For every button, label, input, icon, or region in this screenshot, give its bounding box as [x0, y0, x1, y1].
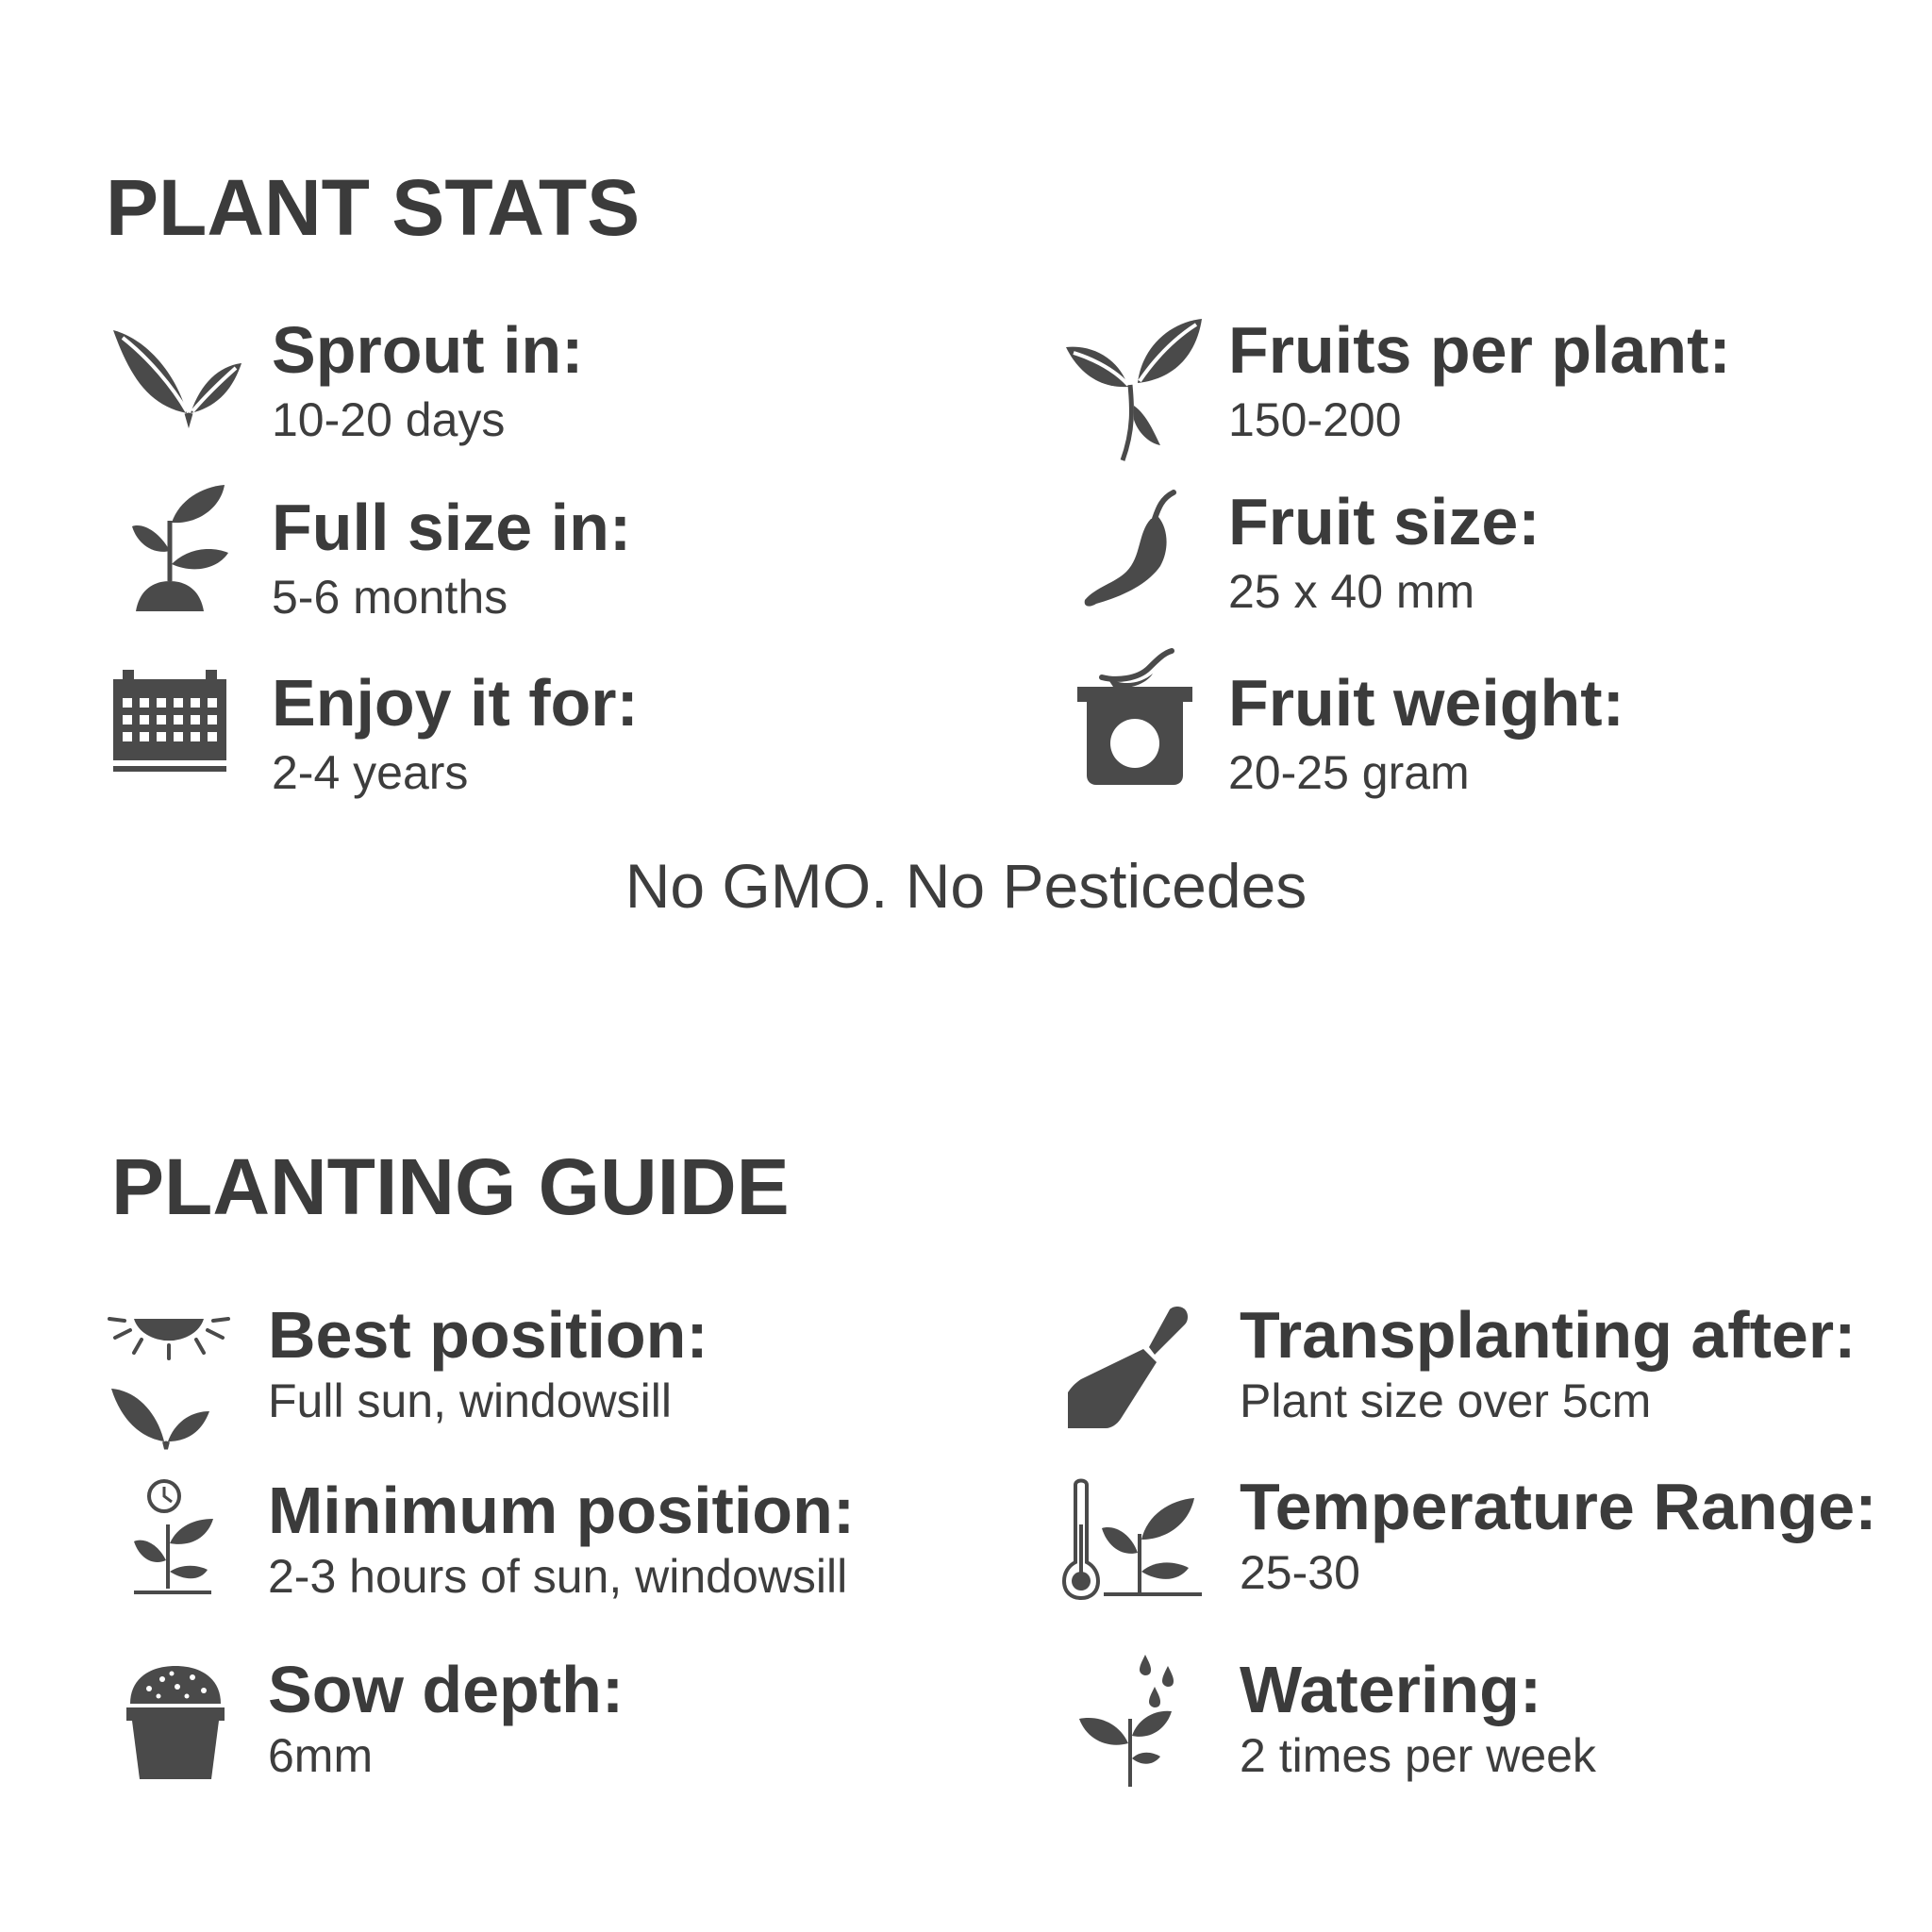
stat-value: 6mm	[268, 1729, 374, 1782]
plant-with-pepper-icon	[1064, 311, 1206, 467]
chili-pepper-icon	[1083, 491, 1187, 608]
stat-value: 5-6 months	[272, 571, 508, 624]
stat-label: Fruit weight:	[1228, 666, 1624, 740]
stat-label: Best position:	[268, 1298, 708, 1372]
stat-value: 2 times per week	[1240, 1729, 1596, 1782]
stat-value: 150-200	[1228, 393, 1402, 446]
stat-value: 25 x 40 mm	[1228, 565, 1475, 618]
stat-label: Sprout in:	[272, 313, 584, 387]
soil-pot-icon	[125, 1662, 228, 1780]
stat-label: Fruits per plant:	[1228, 313, 1731, 387]
stat-value: Plant size over 5cm	[1240, 1374, 1652, 1427]
stat-label: Minimum position:	[268, 1474, 856, 1547]
leaves-icon	[111, 311, 243, 434]
stat-value: 20-25 gram	[1228, 746, 1470, 799]
watering-plant-icon	[1077, 1653, 1181, 1790]
stat-label: Enjoy it for:	[272, 666, 639, 740]
scale-pepper-icon	[1074, 649, 1196, 786]
plant-stats-title: PLANT STATS	[106, 163, 641, 252]
thermometer-plant-icon	[1062, 1477, 1204, 1600]
stat-label: Temperature Range:	[1240, 1470, 1877, 1543]
stat-label: Watering:	[1240, 1653, 1542, 1726]
stat-label: Fruit size:	[1228, 485, 1541, 558]
stat-label: Sow depth:	[268, 1653, 625, 1726]
calendar-icon	[111, 660, 229, 778]
stat-label: Full size in:	[272, 491, 632, 564]
stat-value: 25-30	[1240, 1546, 1360, 1599]
stat-value: 10-20 days	[272, 393, 506, 446]
stat-label: Transplanting after:	[1240, 1298, 1857, 1372]
sun-leaves-icon	[108, 1302, 230, 1453]
stat-value: 2-3 hours of sun, windowsill	[268, 1550, 848, 1603]
no-gmo-note: No GMO. No Pesticedes	[625, 851, 1307, 921]
seedling-soil-icon	[130, 483, 234, 615]
stat-value: 2-4 years	[272, 746, 469, 799]
trowel-icon	[1064, 1306, 1191, 1433]
stat-value: Full sun, windowsill	[268, 1374, 672, 1427]
clock-seedling-icon	[132, 1477, 236, 1600]
planting-guide-title: PLANTING GUIDE	[111, 1142, 790, 1231]
